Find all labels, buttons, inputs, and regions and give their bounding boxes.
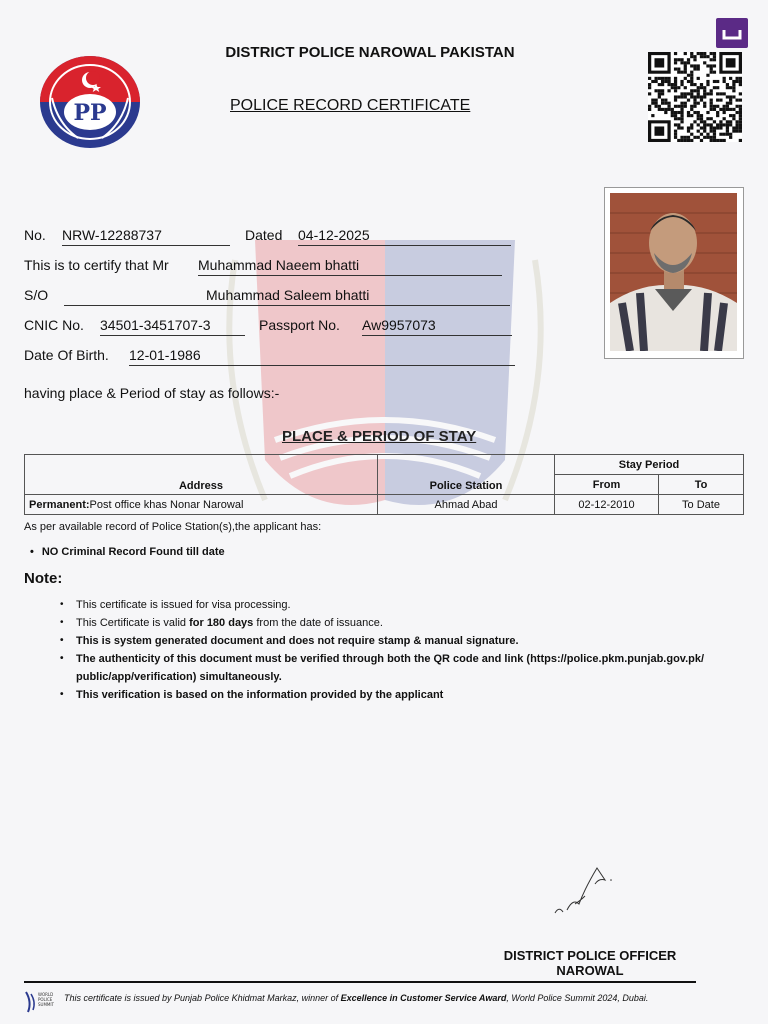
father-name: Muhammad Saleem bhatti	[206, 287, 370, 303]
address-value: Post office khas Nonar Narowal	[89, 498, 244, 511]
police-station-cell: Ahmad Abad	[378, 495, 555, 515]
svg-text:POLICE: POLICE	[38, 997, 53, 1002]
signature	[545, 858, 625, 928]
note-text: This verification is based on the information provided by the applicant	[76, 689, 444, 701]
punjab-police-logo	[38, 54, 142, 150]
record-intro: As per available record of Police Station(s),the applicant has:	[24, 521, 322, 533]
certificate-title: POLICE RECORD CERTIFICATE	[230, 97, 471, 114]
address-cell	[25, 495, 378, 515]
stay-section-title: PLACE & PERIOD OF STAY	[282, 428, 477, 445]
list-item	[60, 650, 750, 686]
list-item	[60, 614, 750, 632]
list-item	[60, 632, 750, 650]
note-text: The authenticity of this document must be verified through both the QR code and link (https://police.pkm.punjab.gov.pk/	[76, 653, 705, 665]
from-header: From	[555, 475, 659, 495]
from-cell: 02-12-2010	[555, 495, 659, 515]
finding-text: NO Criminal Record Found till date	[41, 546, 225, 558]
list-item	[60, 596, 750, 614]
notes-heading: Note:	[24, 570, 63, 587]
stay-table	[24, 454, 744, 515]
note-text: public/app/verification) simultaneously.	[76, 671, 282, 683]
certify-label: This is to certify that Mr	[24, 257, 169, 273]
signatory-title: DISTRICT POLICE OFFICER	[503, 948, 677, 963]
list-item	[60, 686, 750, 704]
record-finding: • NO Criminal Record Found till date	[30, 546, 225, 558]
applicant-photo	[604, 187, 744, 359]
passport-label: Passport No.	[259, 317, 340, 333]
signatory-district: NAROWAL	[556, 963, 624, 978]
so-label: S/O	[24, 287, 49, 303]
svg-text:WORLD: WORLD	[38, 992, 54, 997]
note-text: This certificate is issued for visa processing.	[76, 599, 291, 611]
stay-intro: having place & Period of stay as follows:-	[24, 385, 280, 401]
dated-label: Dated	[245, 227, 283, 243]
dob-label: Date Of Birth.	[24, 347, 109, 363]
world-police-summit-logo	[24, 988, 60, 1014]
svg-text:SUMMIT: SUMMIT	[38, 1002, 54, 1007]
note-text: This is system generated document and does not require stamp & manual signature.	[76, 635, 519, 647]
signatory-block	[470, 948, 710, 978]
footer-divider	[24, 981, 696, 983]
applicant-name: Muhammad Naeem bhatti	[198, 257, 502, 276]
qr-code	[648, 52, 742, 142]
certificate-number: NRW-12288737	[62, 227, 230, 246]
cnic-number: 34501-3451707-3	[100, 317, 245, 336]
address-type: Permanent:	[29, 498, 90, 511]
footer-text-c: , World Police Summit 2024, Dubai.	[506, 993, 649, 1003]
note-text: This Certificate is valid	[76, 617, 190, 629]
notes-list	[60, 596, 750, 704]
note-bold: for 180 days	[189, 617, 254, 629]
no-label: No.	[24, 227, 46, 243]
issue-date: 04-12-2025	[298, 227, 511, 246]
table-row	[25, 495, 744, 515]
father-name-line	[64, 287, 510, 306]
to-header: To	[659, 475, 744, 495]
address-header: Address	[25, 455, 378, 495]
footer-award: Excellence in Customer Service Award	[340, 993, 507, 1003]
to-cell: To Date	[659, 495, 744, 515]
date-of-birth: 12-01-1986	[129, 347, 515, 366]
note-text: from the date of issuance.	[253, 617, 383, 629]
police-station-header: Police Station	[378, 455, 555, 495]
stay-period-header: Stay Period	[555, 455, 744, 475]
footer-text-a: This certificate is issued by Punjab Police Khidmat Markaz, winner of	[64, 993, 341, 1003]
footer-note	[64, 993, 648, 1003]
cnic-label: CNIC No.	[24, 317, 84, 333]
passport-number: Aw9957073	[362, 317, 512, 336]
district-title: DISTRICT POLICE NAROWAL PAKISTAN	[225, 44, 515, 61]
svg-text:PP: PP	[73, 100, 107, 126]
